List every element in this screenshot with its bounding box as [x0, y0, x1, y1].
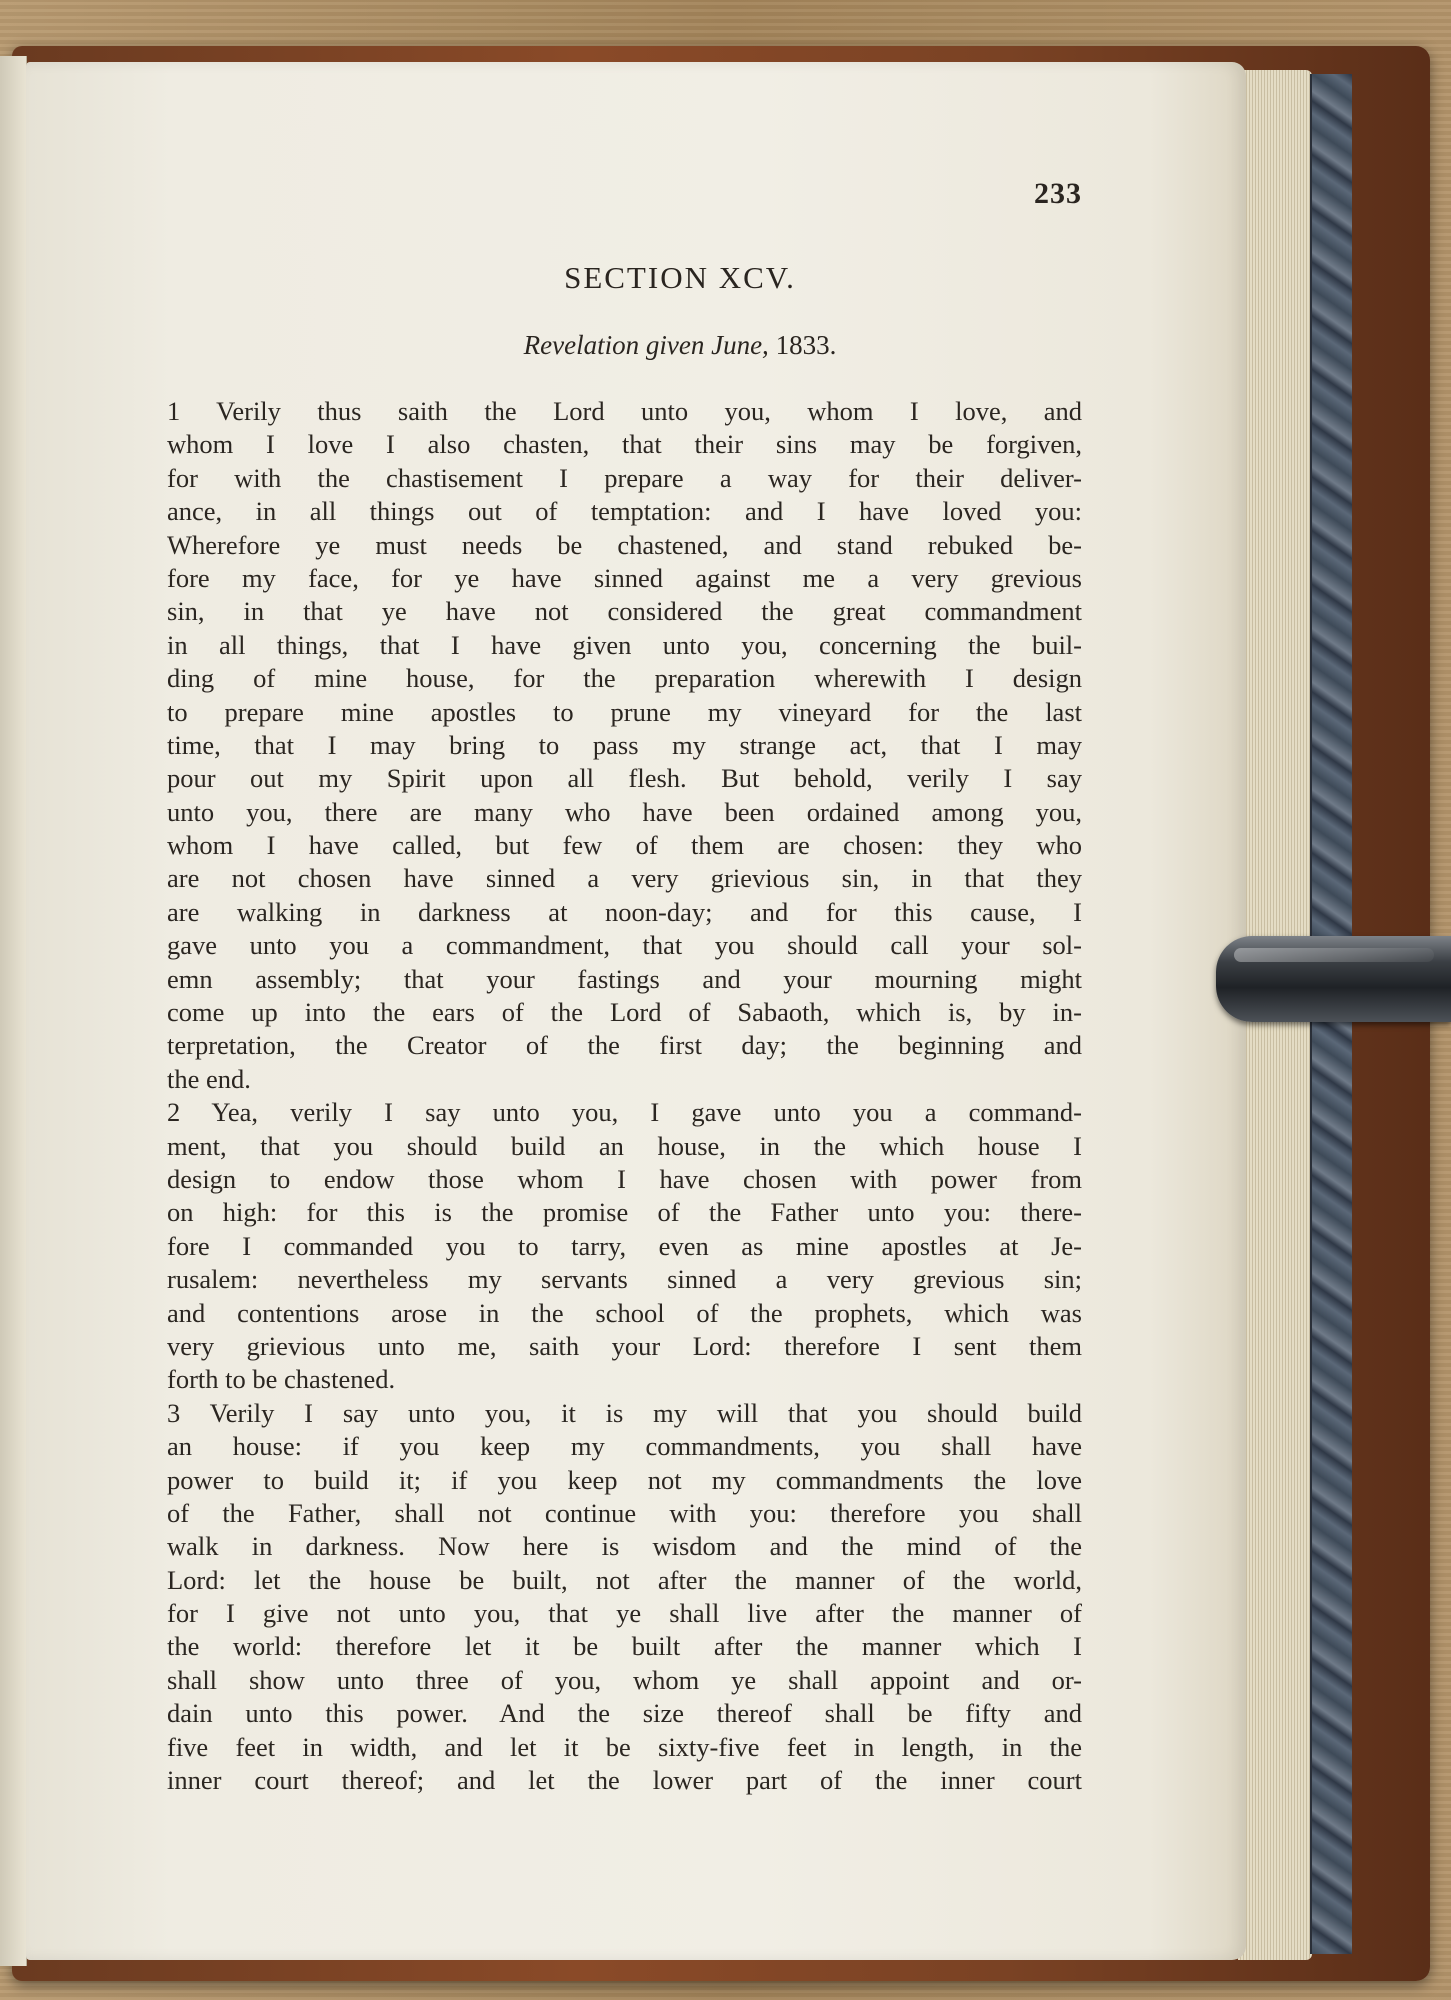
text-line: terpretation, the Creator of the first day; the beginning and	[167, 1030, 1082, 1061]
text-line: and contentions arose in the school of the prophets, which was	[167, 1297, 1082, 1328]
text-line: gave unto you a commandment, that you should call your sol-	[167, 930, 1082, 961]
text-line: very grievious unto me, saith your Lord: therefore I sent them	[167, 1330, 1082, 1361]
text-line: rusalem: nevertheless my servants sinned a very grevious sin;	[167, 1264, 1082, 1295]
text-line: an house: if you keep my commandments, you shall have	[167, 1431, 1082, 1462]
text-line: Wherefore ye must needs be chastened, and stand rebuked be-	[167, 529, 1082, 560]
text-line: walk in darkness. Now here is wisdom and the mind of the	[167, 1531, 1082, 1562]
revelation-subtitle	[330, 330, 1030, 361]
text-line: forth to be chastened.	[167, 1364, 396, 1395]
text-line: fore I commanded you to tarry, even as mine apostles at Je-	[167, 1230, 1082, 1261]
text-line: for I give not unto you, that ye shall live after the manner of	[167, 1598, 1082, 1629]
text-line: in all things, that I have given unto you, concerning the buil-	[167, 629, 1082, 660]
page-number: 233	[1034, 177, 1082, 210]
text-line: time, that I may bring to pass my strange act, that I may	[167, 729, 1082, 760]
text-line: dain unto this power. And the size thereof shall be fifty and	[167, 1698, 1082, 1729]
text-line: shall show unto three of you, whom ye shall appoint and or-	[167, 1664, 1082, 1695]
text-line: inner court thereof; and let the lower part of the inner court	[167, 1765, 1082, 1796]
text-line: ding of mine house, for the preparation wherewith I design	[167, 663, 1082, 694]
text-line: ment, that you should build an house, in the which house I	[167, 1130, 1082, 1161]
text-line: the world: therefore let it be built after the manner which I	[167, 1631, 1082, 1662]
text-line: the end.	[167, 1063, 251, 1094]
text-line: whom I have called, but few of them are chosen: they who	[167, 830, 1082, 861]
text-line: unto you, there are many who have been ordained among you,	[167, 796, 1082, 827]
section-heading: SECTION XCV.	[564, 260, 796, 295]
left-page-edge	[0, 56, 27, 1966]
text-line: Lord: let the house be built, not after the manner of the world,	[167, 1564, 1082, 1595]
text-line: pour out my Spirit upon all flesh. But behold, verily I say	[167, 763, 1082, 794]
subtitle-year: 1833.	[775, 330, 837, 360]
text-line: are walking in darkness at noon-day; and for this cause, I	[167, 896, 1082, 927]
text-line: to prepare mine apostles to prune my vineyard for the last	[167, 696, 1082, 727]
text-line: 3 Verily I say unto you, it is my will that you should build	[167, 1397, 1082, 1428]
body-text	[167, 395, 1082, 1797]
subtitle-italic: Revelation given June,	[523, 330, 769, 360]
text-line: five feet in width, and let it be sixty-five feet in length, in the	[167, 1731, 1082, 1762]
metal-page-clip	[1216, 936, 1451, 1022]
text-line: 2 Yea, verily I say unto you, I gave unto you a command-	[167, 1097, 1082, 1128]
text-line: sin, in that ye have not considered the great commandment	[167, 596, 1082, 627]
text-line: fore my face, for ye have sinned against me a very grevious	[167, 562, 1082, 593]
text-line: emn assembly; that your fastings and your mourning might	[167, 963, 1082, 994]
text-line: for with the chastisement I prepare a way for their deliver-	[167, 462, 1082, 493]
text-line: design to endow those whom I have chosen with power from	[167, 1163, 1082, 1194]
text-line: of the Father, shall not continue with you: therefore you shall	[167, 1497, 1082, 1528]
text-line: on high: for this is the promise of the Father unto you: there-	[167, 1197, 1082, 1228]
text-line: 1 Verily thus saith the Lord unto you, whom I love, and	[167, 396, 1082, 426]
text-line: power to build it; if you keep not my commandments the love	[167, 1464, 1082, 1495]
text-line: are not chosen have sinned a very grievious sin, in that they	[167, 863, 1082, 894]
text-line: ance, in all things out of temptation: and I have loved you:	[167, 496, 1082, 527]
text-line: come up into the ears of the Lord of Sabaoth, which is, by in-	[167, 997, 1082, 1028]
text-line: whom I love I also chasten, that their sins may be forgiven,	[167, 429, 1082, 460]
